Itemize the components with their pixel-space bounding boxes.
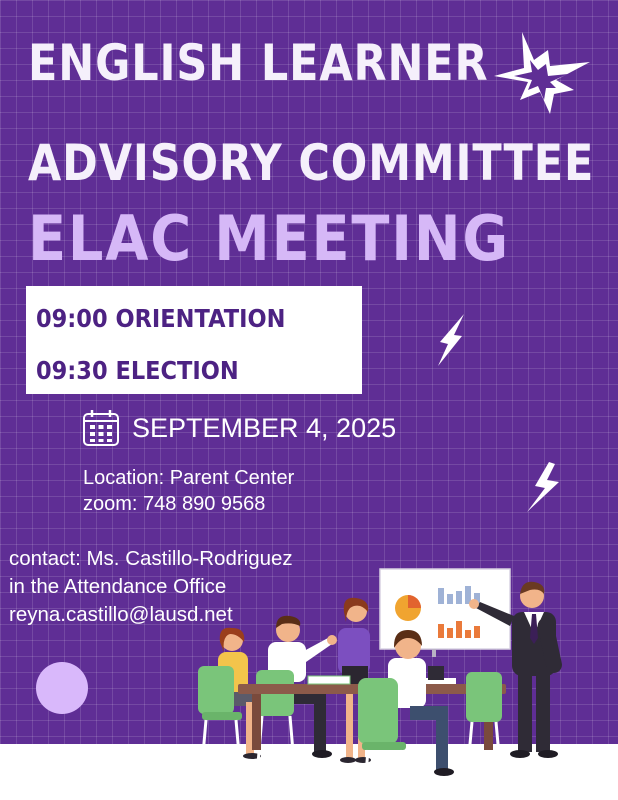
zoom-id: zoom: 748 890 9568	[83, 493, 266, 515]
lightning-burst-icon	[490, 30, 594, 122]
lightning-bolt-icon	[525, 462, 561, 514]
contact-office: in the Attendance Office	[9, 575, 227, 598]
location-place: Location: Parent Center	[83, 467, 295, 489]
calendar-icon	[82, 409, 120, 447]
schedule-box	[26, 286, 362, 394]
meeting-title: ELAC MEETING	[28, 202, 510, 275]
date-row	[82, 409, 396, 447]
schedule-item-election: 09:30 ELECTION	[36, 356, 239, 385]
location-block	[83, 465, 294, 517]
meeting-illustration	[196, 566, 582, 800]
schedule-item-orientation: 09:00 ORIENTATION	[36, 304, 286, 333]
lightning-bolt-icon	[434, 314, 468, 366]
contact-email: reyna.castillo@lausd.net	[9, 603, 233, 626]
title-line-1: ENGLISH LEARNER	[28, 34, 489, 92]
meeting-date: SEPTEMBER 4, 2025	[132, 412, 397, 443]
contact-name: contact: Ms. Castillo-Rodriguez	[9, 547, 293, 570]
title-line-2: ADVISORY COMMITTEE	[28, 134, 595, 192]
decorative-circle	[36, 662, 88, 714]
